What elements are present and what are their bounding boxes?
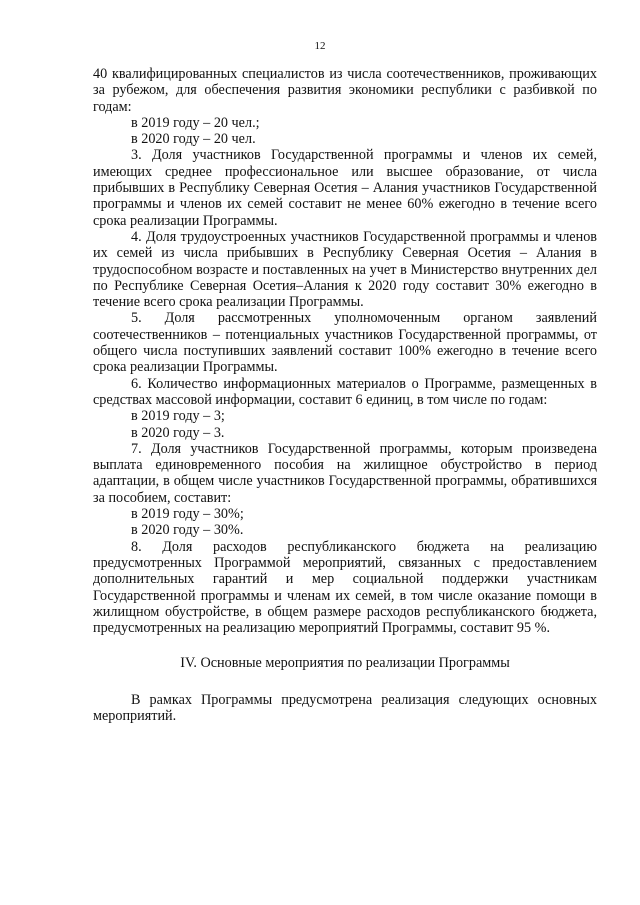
page-number: 12 [314,40,326,52]
document-body [93,66,597,724]
paragraph: В рамках Программы предусмотрена реализация следующих основных мероприятий. [93,691,597,724]
list-item: в 2019 году – 3; [131,408,225,425]
list-item: в 2020 году – 3. [131,424,225,441]
list-item: в 2019 году – 20 чел.; [131,114,260,131]
paragraph: 7. Доля участников Государственной программы, которым произведена выплата единовременного пособия на жилищное обустройство в период адаптации, в общем числе участников Государственной программы, обратившихся за пособием, составит: [93,440,597,506]
paragraph: 4. Доля трудоустроенных участников Государственной программы и членов их семей из числа прибывших в Республику Северная Осетия – Алания в трудоспособном возрасте и поставленных на учет в Министерство внутренних дел по Республике Северная Осетия–Алания к 2020 году составит 30% ежегодно в течение всего срока реализации Программы. [93,228,597,311]
list-item: в 2019 году – 30%; [131,506,244,523]
paragraph: 6. Количество информационных материалов о Программе, размещенных в средствах массовой информации, составит 6 единиц, в том числе по годам: [93,375,597,408]
paragraphs-before-heading [93,66,597,636]
paragraph: 8. Доля расходов республиканского бюджета на реализацию предусмотренных Программой мероприятий, связанных с предоставлением дополнительных гарантий и мер социальной поддержки участникам Государственной программы и членам их семей, в том числе оказание помощи в жилищном обустройстве, в общем размере расходов республиканского бюджета, предусмотренных на реализацию мероприятий Программы, составит 95 %. [93,538,597,637]
paragraph: 5. Доля рассмотренных уполномоченным органом заявлений соотечественников – потенциальных участников Государственной программы, от общего числа поступивших заявлений составит 100% ежегодно в течение всего срока реализации Программы. [93,310,597,376]
paragraph: 40 квалифицированных специалистов из числа соотечественников, проживающих за рубежом, для обеспечения развития экономики республики с разбивкой по годам: [93,66,597,115]
paragraph: 3. Доля участников Государственной программы и членов их семей, имеющих среднее профессиональное или высшее образование, от числа прибывших в Республику Северная Осетия – Алания участников Государственной программы и членов их семей составит не менее 60% ежегодно в течение всего срока реализации Программы. [93,147,597,229]
paragraphs-after-heading [93,692,597,725]
section-heading: IV. Основные мероприятия по реализации Программы [180,655,510,672]
list-item: в 2020 году – 20 чел. [131,131,256,148]
list-item: в 2020 году – 30%. [131,522,244,539]
